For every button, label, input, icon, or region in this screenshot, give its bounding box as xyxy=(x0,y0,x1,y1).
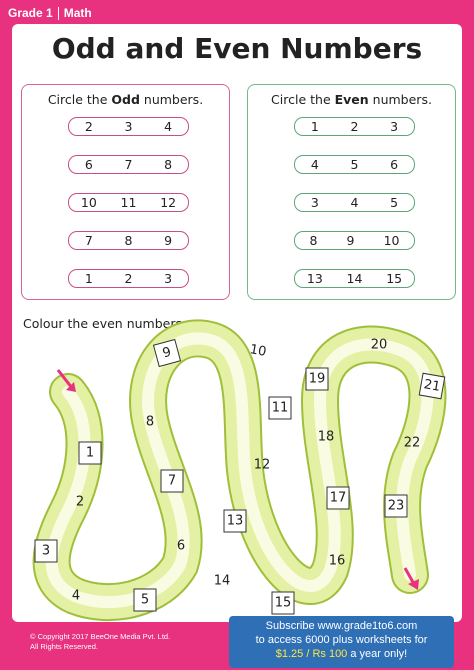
grade-label: Grade 1 xyxy=(8,6,53,20)
snake-number: 12 xyxy=(253,457,271,473)
copyright-text: © Copyright 2017 BeeOne Media Pvt. Ltd. xyxy=(30,632,171,641)
odd-instr-pre: Circle the xyxy=(47,92,112,107)
number[interactable]: 3 xyxy=(310,195,319,210)
number[interactable]: 3 xyxy=(390,119,399,134)
promo-price: $1.25 / Rs 100 xyxy=(275,648,348,660)
snake-cell[interactable] xyxy=(269,397,291,419)
promo-line-3 xyxy=(229,647,454,661)
number[interactable]: 7 xyxy=(124,157,133,172)
number[interactable]: 11 xyxy=(120,195,137,210)
snake-cell[interactable] xyxy=(177,539,185,554)
snake-cell[interactable] xyxy=(76,495,84,510)
number[interactable]: 9 xyxy=(346,233,355,248)
promo-suffix: a year only! xyxy=(347,648,408,660)
snake-number: 18 xyxy=(317,429,335,445)
number[interactable]: 5 xyxy=(350,157,359,172)
snake-number: 13 xyxy=(226,513,244,529)
snake-number: 21 xyxy=(422,377,442,395)
snake-cell[interactable] xyxy=(72,589,80,604)
number[interactable]: 10 xyxy=(383,233,400,248)
number[interactable]: 1 xyxy=(310,119,319,134)
odd-instr-post: numbers. xyxy=(139,92,204,107)
snake-cell[interactable] xyxy=(249,342,268,360)
snake-number: 9 xyxy=(161,344,173,362)
number[interactable]: 15 xyxy=(386,271,403,286)
number[interactable]: 7 xyxy=(84,233,93,248)
snake-highlight xyxy=(52,338,428,602)
snake-cell[interactable] xyxy=(329,554,346,569)
number[interactable]: 8 xyxy=(309,233,318,248)
snake-cell[interactable] xyxy=(371,338,388,353)
number[interactable]: 2 xyxy=(350,119,359,134)
number[interactable]: 3 xyxy=(164,271,173,286)
snake-number: 16 xyxy=(328,553,346,569)
number[interactable]: 8 xyxy=(164,157,173,172)
snake-number: 14 xyxy=(213,573,231,589)
subject-label: Math xyxy=(63,6,92,20)
page-title: Odd and Even Numbers xyxy=(51,32,423,65)
snake-cell[interactable] xyxy=(327,487,349,509)
number[interactable]: 4 xyxy=(164,119,173,134)
snake-cell[interactable] xyxy=(254,458,271,473)
number[interactable]: 3 xyxy=(124,119,133,134)
snake-number: 19 xyxy=(308,371,326,387)
number[interactable]: 9 xyxy=(164,233,173,248)
promo-line-2: to access 6000 plus worksheets for xyxy=(255,634,428,646)
number[interactable]: 10 xyxy=(80,195,97,210)
rights-text: All Rights Reserved. xyxy=(30,642,98,651)
number[interactable]: 1 xyxy=(84,271,93,286)
snake-number: 5 xyxy=(140,592,150,608)
snake-number: 15 xyxy=(274,595,292,611)
snake-number: 10 xyxy=(248,342,268,360)
number[interactable]: 4 xyxy=(350,195,359,210)
snake-cell[interactable] xyxy=(161,470,183,492)
snake-cell[interactable] xyxy=(79,442,101,464)
number[interactable]: 6 xyxy=(390,157,399,172)
number[interactable]: 13 xyxy=(306,271,323,286)
number[interactable]: 2 xyxy=(124,271,133,286)
snake-cell[interactable] xyxy=(318,430,335,445)
snake-number: 20 xyxy=(370,337,388,353)
snake-cell[interactable] xyxy=(385,495,407,517)
snake-cell[interactable] xyxy=(134,589,156,611)
snake-cell[interactable] xyxy=(146,415,154,430)
snake-number: 7 xyxy=(167,473,177,489)
snake-number: 4 xyxy=(71,588,81,604)
number[interactable]: 14 xyxy=(346,271,363,286)
subscribe-banner[interactable] xyxy=(229,616,454,668)
snake-number: 23 xyxy=(387,498,405,514)
snake-number: 3 xyxy=(41,543,51,559)
snake-cell[interactable] xyxy=(306,368,328,390)
number[interactable]: 2 xyxy=(84,119,93,134)
promo-line-1[interactable]: Subscribe www.grade1to6.com xyxy=(265,620,418,632)
snake-number: 22 xyxy=(403,435,421,451)
even-instr-post: numbers. xyxy=(368,92,432,107)
snake-cell[interactable] xyxy=(272,592,294,614)
snake-cell[interactable] xyxy=(224,510,246,532)
even-instr-bold: Even xyxy=(334,92,369,107)
number[interactable]: 4 xyxy=(310,157,319,172)
snake-cell[interactable] xyxy=(35,540,57,562)
even-instr-pre: Circle the xyxy=(271,92,335,107)
colour-instruction: Colour the even numbers. xyxy=(23,316,186,331)
snake-cell[interactable] xyxy=(404,436,421,451)
odd-instr-bold: Odd xyxy=(111,92,140,107)
number[interactable]: 12 xyxy=(160,195,177,210)
copyright-notice xyxy=(30,632,170,652)
number[interactable]: 8 xyxy=(124,233,133,248)
snake-number: 8 xyxy=(145,414,155,430)
number[interactable]: 5 xyxy=(390,195,399,210)
snake-number: 11 xyxy=(271,400,289,416)
snake-number: 6 xyxy=(176,538,186,554)
snake-cell[interactable] xyxy=(419,373,444,398)
snake-number: 17 xyxy=(329,490,347,506)
number[interactable]: 6 xyxy=(84,157,93,172)
snake-number: 1 xyxy=(85,445,95,461)
snake-number: 2 xyxy=(75,494,85,510)
snake-cell[interactable] xyxy=(214,574,231,589)
